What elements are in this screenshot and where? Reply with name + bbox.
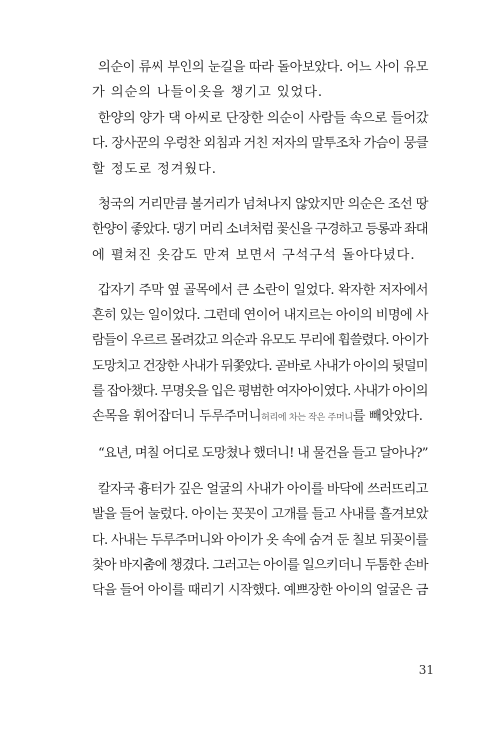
text-line: 갑자기 주막 옆 골목에서 큰 소란이 일었다. 왁자한 저자에서 [98,283,429,298]
text-line: 한양의 양가 댁 아씨로 단장한 의순이 사람들 속으로 들어갔 [98,111,429,126]
text-line: 람들이 우르르 몰려갔고 의순과 유모도 무리에 휩쓸렸다. 아이가 [92,333,428,348]
page-number: 31 [418,663,434,677]
text-line: 칼자국 흉터가 깊은 얼굴의 사내가 아이를 바닥에 쓰러뜨리고 [98,482,428,497]
text-line: 가 의순의 나들이옷을 챙기고 있었다. [92,85,324,100]
text-line [92,409,428,426]
text-line: 에 펼쳐진 옷감도 만져 보면서 구석구석 돌아다녔다. [92,248,416,263]
text-line: 한양이 좋았다. 댕기 머리 소녀처럼 꽃신을 구경하고 등롱과 좌대 [92,222,428,237]
inline-gloss-note: 허리에 차는 작은 주머니 [261,413,353,423]
text-line: 할 정도로 정겨웠다. [92,162,217,177]
text-line: 찾아 바지춤에 챙겼다. 그러고는 아이를 일으키더니 두툼한 손바 [92,558,428,573]
text-line: 를 잡아챘다. 무명옷을 입은 평범한 여자아이였다. 사내가 아이의 [92,384,428,399]
text-segment: 손목을 휘어잡더니 두루주머니 [92,409,262,424]
text-line: 닥을 들어 아이를 때리기 시작했다. 예쁘장한 아이의 얼굴은 금 [92,583,428,598]
text-segment: 를 빼앗았다. [352,409,423,424]
text-line: “요년, 며칠 어디로 도망쳤나 했더니! 내 물건을 들고 달아나?” [98,446,428,461]
text-line: 흔히 있는 일이었다. 그런데 연이어 내지르는 아이의 비명에 사 [92,308,428,323]
text-line: 도망치고 건장한 사내가 뒤쫓았다. 곧바로 사내가 아이의 뒷덜미 [92,359,428,374]
text-line: 다. 장사꾼의 우렁찬 외침과 거친 저자의 말투조차 가슴이 뭉클 [92,136,428,151]
text-line: 청국의 거리만큼 볼거리가 넘쳐나지 않았지만 의순은 조선 땅 [98,197,428,212]
text-line: 다. 사내는 두루주머니와 아이가 옷 속에 숨겨 둔 칠보 뒤꽂이를 [92,533,428,548]
text-line: 의순이 류씨 부인의 눈길을 따라 돌아보았다. 어느 사이 유모 [98,60,429,75]
text-line: 발을 들어 눌렀다. 아이는 꼿꼿이 고개를 들고 사내를 흘겨보았 [92,507,428,522]
